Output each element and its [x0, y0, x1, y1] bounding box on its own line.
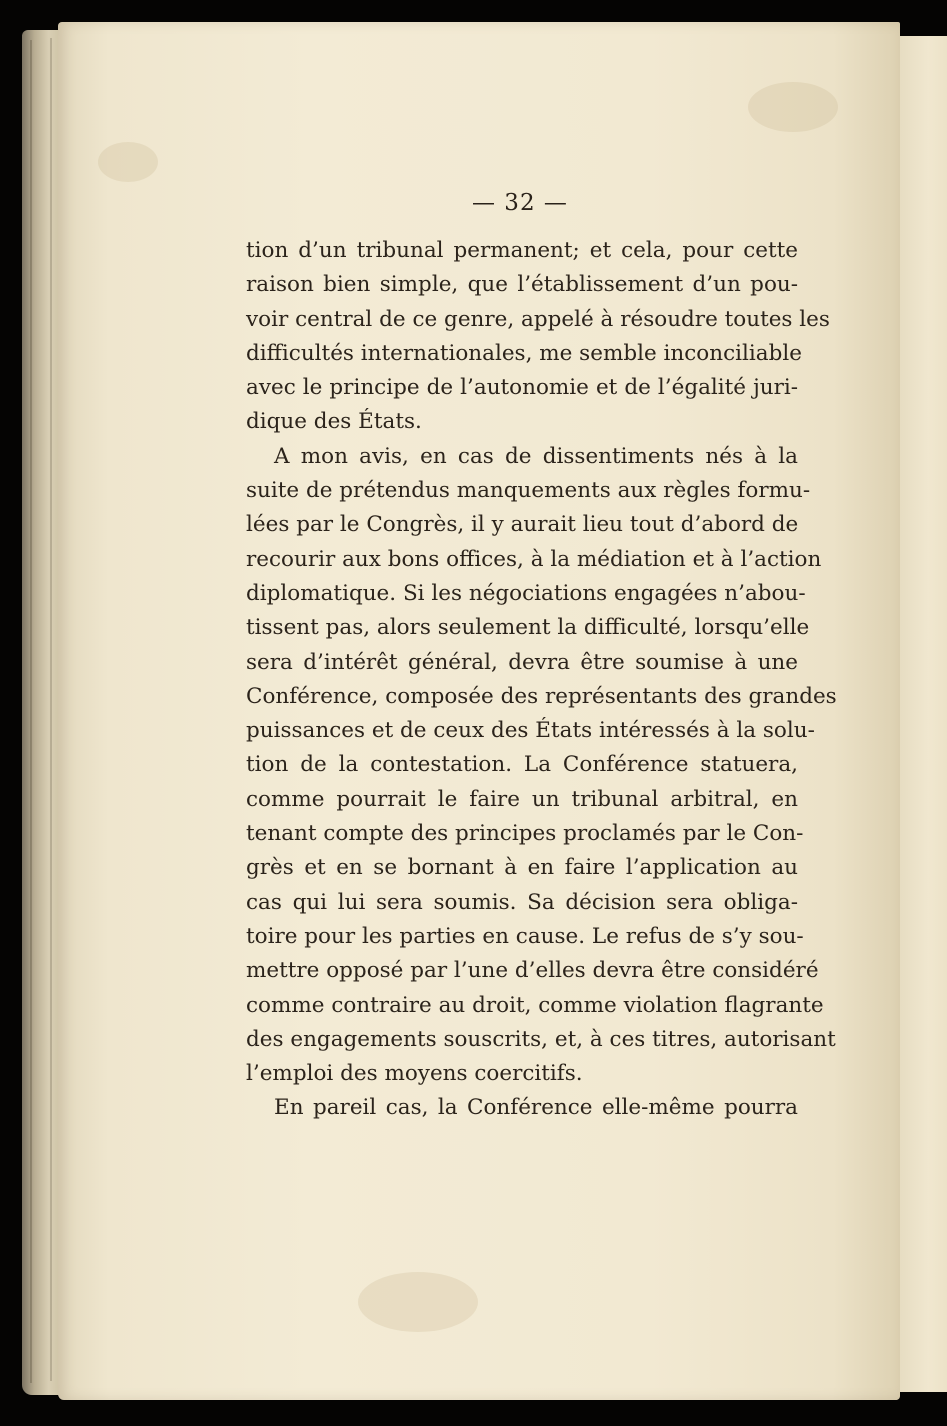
text-line: comme contraire au droit, comme violation flagrante [246, 992, 824, 1018]
text-line: suite de prétendus manquements aux règles formu- [246, 478, 811, 504]
text-line: tion d’un tribunal permanent; et cela, pour cette [246, 238, 798, 263]
text-line: recourir aux bons offices, à la médiation et à l’action [246, 546, 822, 572]
text-line: grès et en se bornant à en faire l’application au [246, 855, 798, 881]
text-line: tenant compte des principes proclamés par le Con- [246, 821, 804, 847]
text-line: comme pourrait le faire un tribunal arbitral, en [246, 786, 798, 812]
text-line: raison bien simple, que l’établissement d’un pou- [246, 272, 798, 298]
text-line: lées par le Congrès, il y aurait lieu tout d’abord de [246, 512, 799, 538]
text-line: avec le principe de l’autonomie et de l’égalité juri- [246, 375, 798, 401]
text-line: difficultés internationales, me semble inconciliable [246, 340, 802, 366]
next-page-sliver [896, 36, 947, 1392]
text-line: tion de la contestation. La Conférence statuera, [246, 752, 798, 778]
text-line: Conférence, composée des représentants des grandes [246, 683, 837, 709]
text-line: puissances et de ceux des États intéressés à la solu- [246, 718, 815, 744]
text-line: sera d’intérêt général, devra être soumise à une [246, 649, 798, 675]
text-line: l’emploi des moyens coercitifs. [246, 1061, 583, 1087]
text-line: A mon avis, en cas de dissentiments nés à la [274, 443, 798, 469]
text-line: diplomatique. Si les négociations engagées n’abou- [246, 580, 806, 606]
page-number: — 32 — [472, 190, 568, 216]
text-line: toire pour les parties en cause. Le refus de s’y sou- [246, 923, 804, 949]
text-line: En pareil cas, la Conférence elle-même pourra [274, 1095, 798, 1121]
text-line: des engagements souscrits, et, à ces titres, autorisant [246, 1026, 836, 1052]
text-line: tissent pas, alors seulement la difficulté, lorsqu’elle [246, 615, 810, 641]
body-text [246, 234, 837, 1126]
text-line: cas qui lui sera soumis. Sa décision sera obliga- [246, 889, 798, 915]
text-line: voir central de ce genre, appelé à résoudre toutes les [246, 306, 830, 332]
text-line: dique des États. [246, 409, 422, 435]
text-line: mettre opposé par l’une d’elles devra être considéré [246, 958, 819, 984]
